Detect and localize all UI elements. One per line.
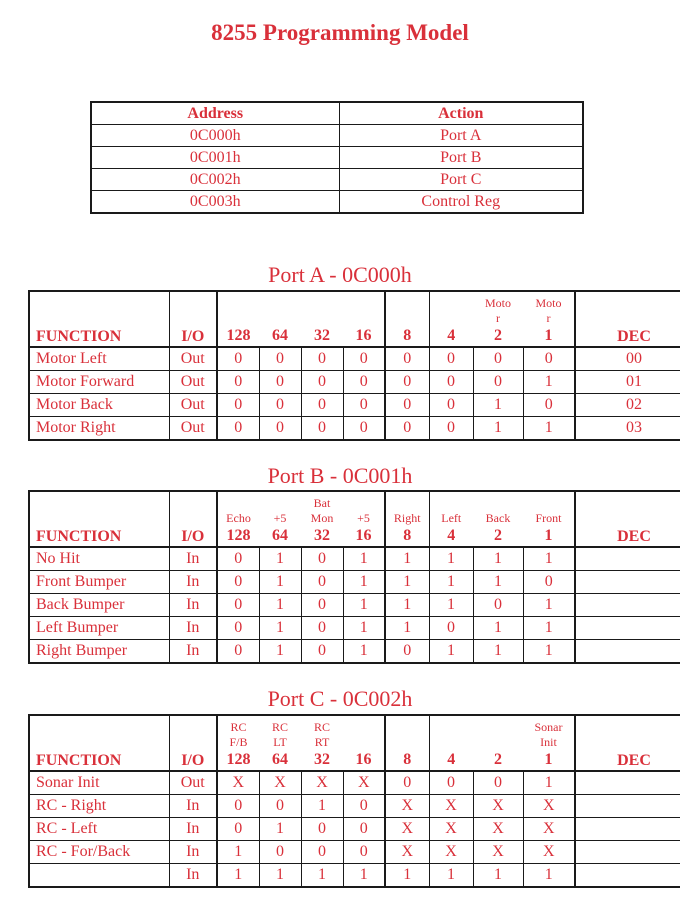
bit-cell: 1 [217, 841, 259, 864]
bit-cell: 0 [343, 795, 385, 818]
port-b-table [28, 490, 680, 664]
bit-cell: 1 [385, 617, 429, 640]
bit-header [523, 491, 575, 547]
bit-header [523, 291, 575, 347]
bit-cell: 0 [301, 640, 343, 664]
bit-cell: 0 [473, 594, 523, 617]
port-header-row [29, 291, 680, 347]
bit-cell: 1 [523, 594, 575, 617]
io-header: I/O [169, 291, 217, 347]
bit-cell: 0 [217, 394, 259, 417]
bit-cell: 1 [473, 571, 523, 594]
bit-cell: 0 [217, 417, 259, 441]
dec-cell [575, 864, 680, 888]
table-row [29, 864, 680, 888]
function-header: FUNCTION [29, 291, 169, 347]
action-header: Action [339, 102, 583, 125]
bit-cell: 0 [385, 371, 429, 394]
dec-cell: 02 [575, 394, 680, 417]
table-row [29, 617, 680, 640]
io-cell: In [169, 795, 217, 818]
function-cell: Left Bumper [29, 617, 169, 640]
bit-header [385, 491, 429, 547]
function-cell: Motor Back [29, 394, 169, 417]
dec-cell [575, 571, 680, 594]
bit-cell: 0 [429, 371, 473, 394]
bit-cell: 1 [523, 417, 575, 441]
bit-label: Moto r [535, 296, 562, 325]
bit-weight: 64 [272, 327, 288, 344]
dec-cell [575, 795, 680, 818]
dec-cell: 00 [575, 347, 680, 371]
bit-cell: 0 [217, 617, 259, 640]
bit-weight: 2 [494, 751, 502, 768]
bit-weight: 32 [314, 327, 330, 344]
bit-cell: 1 [259, 640, 301, 664]
bit-header [429, 491, 473, 547]
bit-weight: 2 [494, 327, 502, 344]
bit-cell: 0 [429, 771, 473, 795]
bit-header [343, 291, 385, 347]
bit-cell: X [429, 841, 473, 864]
dec-cell [575, 547, 680, 571]
bit-cell: 0 [301, 617, 343, 640]
table-row [29, 417, 680, 441]
bit-cell: 1 [473, 617, 523, 640]
dec-cell [575, 640, 680, 664]
bit-weight: 16 [355, 751, 372, 768]
function-cell: RC - Right [29, 795, 169, 818]
bit-cell: X [473, 795, 523, 818]
bit-cell: 1 [523, 771, 575, 795]
bit-cell: X [385, 818, 429, 841]
bit-weight: 16 [355, 527, 372, 544]
bit-cell: 0 [301, 571, 343, 594]
bit-cell: 0 [217, 347, 259, 371]
bit-cell: 0 [301, 371, 343, 394]
bit-cell: 0 [343, 417, 385, 441]
io-header: I/O [169, 491, 217, 547]
action-cell: Control Reg [339, 191, 583, 214]
bit-cell: 0 [523, 571, 575, 594]
table-row [29, 371, 680, 394]
bit-weight: 32 [314, 527, 330, 544]
bit-cell: X [473, 818, 523, 841]
bit-cell: 0 [217, 594, 259, 617]
bit-header [217, 491, 259, 547]
bit-cell: 1 [259, 818, 301, 841]
port-a-title: Port A - 0C000h [268, 262, 412, 287]
bit-header [217, 715, 259, 771]
bit-header [259, 491, 301, 547]
action-cell: Port B [339, 147, 583, 169]
bit-weight: 32 [314, 751, 330, 768]
io-cell: In [169, 864, 217, 888]
function-cell: Motor Forward [29, 371, 169, 394]
bit-cell: 0 [385, 347, 429, 371]
bit-cell: 1 [217, 864, 259, 888]
dec-cell [575, 594, 680, 617]
table-row [91, 125, 583, 147]
io-cell: In [169, 640, 217, 664]
bit-cell: 0 [523, 347, 575, 371]
io-cell: Out [169, 347, 217, 371]
action-cell: Port A [339, 125, 583, 147]
bit-cell: 0 [217, 818, 259, 841]
bit-cell: 0 [429, 417, 473, 441]
bit-weight: 64 [272, 751, 288, 768]
address-header: Address [91, 102, 339, 125]
table-row [29, 771, 680, 795]
bit-cell: 1 [343, 617, 385, 640]
function-cell [29, 864, 169, 888]
table-row [91, 191, 583, 214]
bit-cell: 1 [301, 864, 343, 888]
bit-weight: 128 [226, 751, 251, 768]
bit-cell: 0 [301, 394, 343, 417]
bit-cell: 1 [523, 617, 575, 640]
bit-cell: 0 [259, 417, 301, 441]
bit-cell: 1 [523, 864, 575, 888]
table-row [29, 795, 680, 818]
table-row [29, 394, 680, 417]
bit-header [301, 491, 343, 547]
bit-header [343, 715, 385, 771]
bit-header [429, 715, 473, 771]
bit-header [259, 715, 301, 771]
bit-label: RC LT [271, 720, 288, 749]
bit-cell: 1 [343, 594, 385, 617]
bit-weight: 4 [447, 327, 456, 344]
bit-weight: 16 [355, 327, 372, 344]
table-row [29, 571, 680, 594]
bit-cell: 0 [301, 547, 343, 571]
dec-cell [575, 818, 680, 841]
address-table [90, 101, 584, 214]
address-cell: 0C000h [91, 125, 339, 147]
bit-header [301, 291, 343, 347]
bit-cell: 0 [259, 394, 301, 417]
table-row [29, 640, 680, 664]
bit-cell: 1 [259, 864, 301, 888]
port-a-table [28, 290, 680, 441]
bit-header [385, 291, 429, 347]
bit-cell: 1 [429, 640, 473, 664]
bit-label: +5 [357, 511, 370, 525]
bit-cell: 1 [343, 547, 385, 571]
bit-weight: 8 [403, 751, 412, 768]
bit-label: Right [393, 511, 421, 525]
port-header-row [29, 715, 680, 771]
bit-weight: 1 [544, 527, 553, 544]
function-cell: Back Bumper [29, 594, 169, 617]
bit-cell: 0 [473, 347, 523, 371]
bit-cell: 0 [217, 547, 259, 571]
io-cell: In [169, 571, 217, 594]
table-row [91, 147, 583, 169]
bit-cell: 0 [523, 394, 575, 417]
bit-cell: 0 [429, 347, 473, 371]
bit-cell: 1 [523, 371, 575, 394]
dec-cell: 03 [575, 417, 680, 441]
io-cell: In [169, 594, 217, 617]
function-cell: Front Bumper [29, 571, 169, 594]
dec-header: DEC [575, 291, 680, 347]
bit-weight: 8 [403, 327, 412, 344]
bit-cell: 0 [301, 347, 343, 371]
bit-cell: 1 [385, 864, 429, 888]
bit-cell: X [217, 771, 259, 795]
bit-cell: 1 [259, 594, 301, 617]
bit-cell: 1 [259, 617, 301, 640]
function-cell: No Hit [29, 547, 169, 571]
dec-cell: 01 [575, 371, 680, 394]
bit-weight: 1 [544, 751, 553, 768]
table-row [29, 547, 680, 571]
bit-weight: 1 [544, 327, 553, 344]
bit-header [259, 291, 301, 347]
bit-cell: 0 [259, 795, 301, 818]
bit-weight: 128 [226, 527, 251, 544]
bit-cell: 0 [259, 347, 301, 371]
bit-cell: X [259, 771, 301, 795]
bit-cell: 0 [259, 841, 301, 864]
bit-cell: 0 [429, 617, 473, 640]
bit-label: RC F/B [229, 720, 248, 749]
bit-label: Echo [226, 511, 251, 525]
function-cell: Motor Right [29, 417, 169, 441]
bit-weight: 8 [403, 527, 412, 544]
bit-cell: 0 [385, 640, 429, 664]
bit-weight: 2 [494, 527, 502, 544]
address-cell: 0C003h [91, 191, 339, 214]
bit-cell: X [301, 771, 343, 795]
bit-cell: 1 [429, 571, 473, 594]
bit-cell: X [385, 841, 429, 864]
bit-weight: 4 [447, 751, 456, 768]
bit-cell: 0 [301, 818, 343, 841]
bit-cell: 0 [259, 371, 301, 394]
bit-header [473, 491, 523, 547]
bit-cell: 1 [259, 571, 301, 594]
bit-cell: 1 [259, 547, 301, 571]
io-cell: In [169, 547, 217, 571]
io-cell: In [169, 841, 217, 864]
bit-cell: 0 [301, 417, 343, 441]
function-cell: Right Bumper [29, 640, 169, 664]
bit-cell: 1 [473, 394, 523, 417]
bit-weight: 4 [447, 527, 456, 544]
bit-header [301, 715, 343, 771]
dec-cell [575, 771, 680, 795]
table-row [29, 347, 680, 371]
table-row [29, 594, 680, 617]
bit-cell: X [429, 818, 473, 841]
bit-cell: 0 [385, 417, 429, 441]
bit-cell: 1 [343, 571, 385, 594]
io-cell: In [169, 617, 217, 640]
bit-cell: 1 [301, 795, 343, 818]
dec-cell [575, 617, 680, 640]
bit-label: +5 [273, 511, 287, 525]
bit-label: Front [535, 511, 562, 525]
address-table-header [91, 102, 583, 125]
bit-cell: 1 [473, 864, 523, 888]
dec-header: DEC [575, 491, 680, 547]
bit-cell: 0 [343, 347, 385, 371]
dec-header: DEC [575, 715, 680, 771]
bit-label: Left [441, 511, 462, 525]
io-header: I/O [169, 715, 217, 771]
port-c-table [28, 714, 680, 888]
io-cell: In [169, 818, 217, 841]
bit-cell: 0 [301, 594, 343, 617]
bit-cell: 1 [429, 547, 473, 571]
bit-label: RC RT [313, 720, 330, 749]
bit-cell: 1 [473, 640, 523, 664]
address-cell: 0C001h [91, 147, 339, 169]
bit-cell: 1 [343, 864, 385, 888]
io-cell: Out [169, 394, 217, 417]
bit-cell: X [523, 841, 575, 864]
bit-cell: 0 [473, 371, 523, 394]
io-cell: Out [169, 371, 217, 394]
bit-header [523, 715, 575, 771]
port-header-row [29, 491, 680, 547]
bit-cell: 0 [301, 841, 343, 864]
port-c-title: Port C - 0C002h [267, 686, 413, 711]
bit-cell: 0 [217, 795, 259, 818]
bit-header [473, 291, 523, 347]
bit-cell: 0 [217, 640, 259, 664]
bit-cell: 0 [343, 371, 385, 394]
bit-cell: 1 [343, 640, 385, 664]
bit-cell: 1 [385, 547, 429, 571]
bit-cell: 0 [429, 394, 473, 417]
io-cell: Out [169, 417, 217, 441]
function-cell: RC - Left [29, 818, 169, 841]
page-title: 8255 Programming Model [211, 20, 469, 45]
bit-weight: 128 [226, 327, 251, 344]
bit-cell: 1 [523, 547, 575, 571]
bit-cell: X [343, 771, 385, 795]
bit-cell: 1 [473, 417, 523, 441]
bit-cell: 1 [473, 547, 523, 571]
bit-label: Back [485, 511, 511, 525]
bit-cell: 1 [385, 594, 429, 617]
table-row [29, 818, 680, 841]
bit-weight: 64 [272, 527, 288, 544]
bit-cell: 1 [429, 594, 473, 617]
dec-cell [575, 841, 680, 864]
bit-cell: X [429, 795, 473, 818]
bit-cell: X [523, 818, 575, 841]
bit-header [473, 715, 523, 771]
bit-cell: 0 [217, 371, 259, 394]
table-row [29, 841, 680, 864]
bit-cell: X [523, 795, 575, 818]
bit-header [385, 715, 429, 771]
bit-cell: X [473, 841, 523, 864]
function-header: FUNCTION [29, 491, 169, 547]
function-cell: Motor Left [29, 347, 169, 371]
bit-cell: 0 [385, 394, 429, 417]
bit-cell: 0 [343, 841, 385, 864]
bit-header [429, 291, 473, 347]
table-row [91, 169, 583, 191]
port-b-title: Port B - 0C001h [267, 463, 413, 488]
function-header: FUNCTION [29, 715, 169, 771]
bit-cell: X [385, 795, 429, 818]
action-cell: Port C [339, 169, 583, 191]
bit-cell: 0 [217, 571, 259, 594]
bit-cell: 1 [429, 864, 473, 888]
bit-cell: 0 [343, 818, 385, 841]
bit-cell: 0 [343, 394, 385, 417]
bit-label: Bat Mon [310, 496, 334, 525]
bit-label: Sonar Init [534, 720, 563, 749]
function-cell: Sonar Init [29, 771, 169, 795]
bit-header [343, 491, 385, 547]
bit-cell: 1 [523, 640, 575, 664]
bit-cell: 0 [385, 771, 429, 795]
address-cell: 0C002h [91, 169, 339, 191]
io-cell: Out [169, 771, 217, 795]
bit-cell: 0 [473, 771, 523, 795]
bit-label: Moto r [484, 296, 511, 325]
bit-header [217, 291, 259, 347]
function-cell: RC - For/Back [29, 841, 169, 864]
bit-cell: 1 [385, 571, 429, 594]
